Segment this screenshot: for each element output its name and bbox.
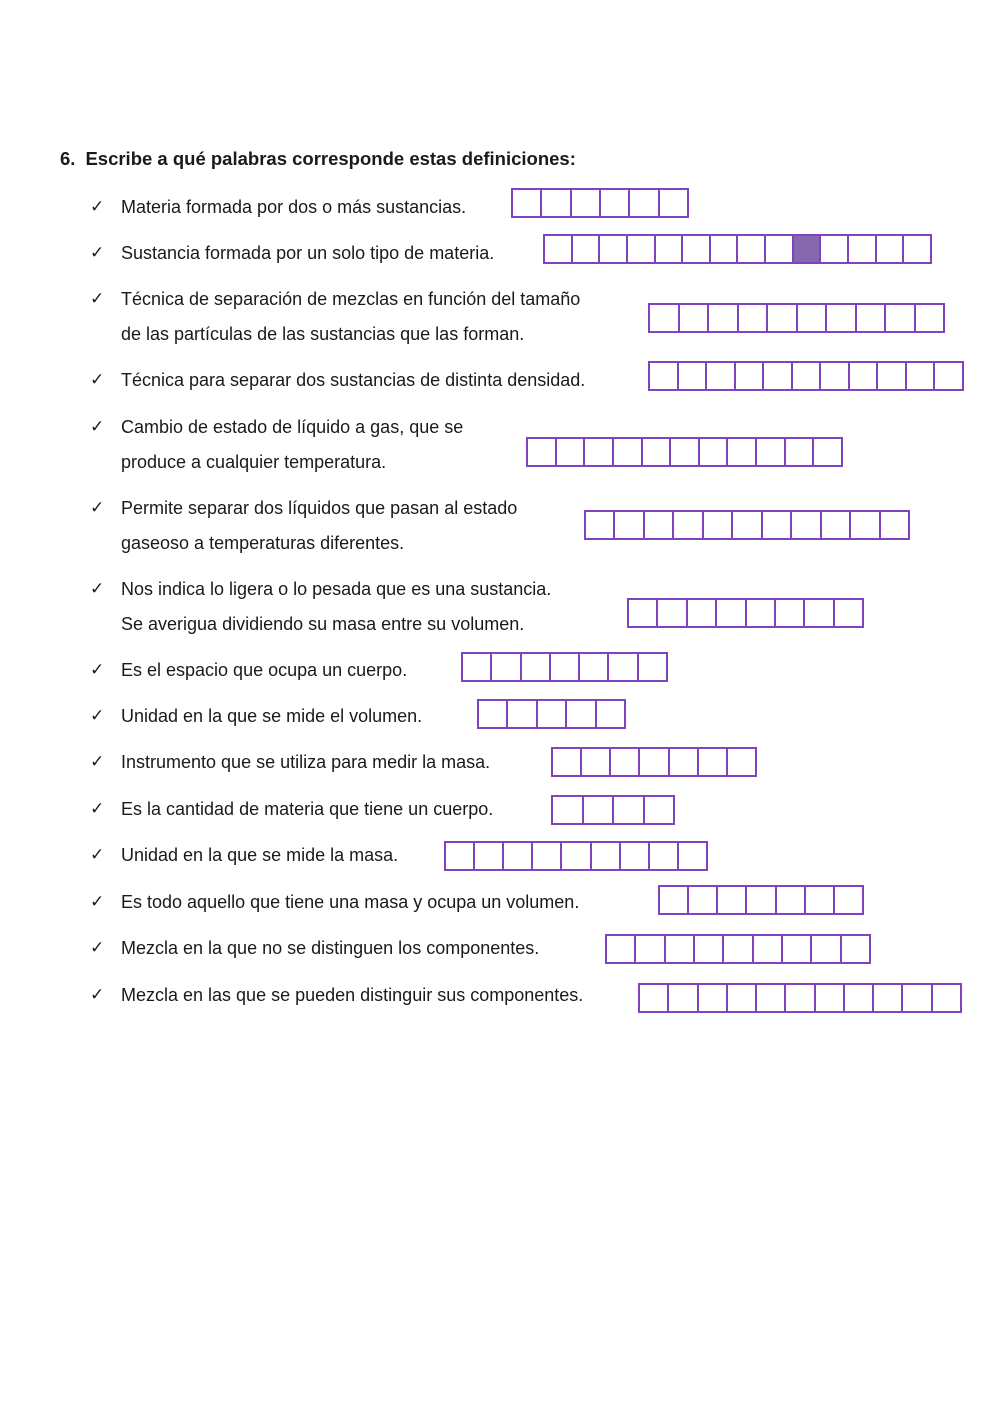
checkmark-icon: ✓ <box>90 660 105 679</box>
letter-cell[interactable] <box>903 985 932 1011</box>
letter-cell[interactable] <box>628 236 656 262</box>
letter-cell[interactable] <box>711 236 739 262</box>
letter-cell[interactable] <box>582 749 611 775</box>
letter-cell[interactable] <box>650 363 679 389</box>
letter-cell[interactable] <box>739 305 769 331</box>
letter-cell[interactable] <box>671 439 700 465</box>
letter-cell[interactable] <box>688 600 717 626</box>
letter-cell[interactable] <box>886 305 916 331</box>
letter-cell[interactable] <box>935 363 962 389</box>
letter-cell[interactable] <box>851 512 880 538</box>
letter-cell[interactable] <box>904 236 930 262</box>
letter-cell[interactable] <box>607 936 636 962</box>
letter-cell[interactable] <box>821 236 849 262</box>
letter-cell[interactable] <box>842 936 869 962</box>
letter-cell[interactable] <box>479 701 508 727</box>
letter-cell[interactable] <box>545 236 573 262</box>
letter-cell[interactable] <box>786 439 815 465</box>
answer-boxes <box>658 885 864 915</box>
letter-cell[interactable] <box>586 512 615 538</box>
letter-cell[interactable] <box>666 936 695 962</box>
letter-cell[interactable] <box>806 887 835 913</box>
checkmark-icon: ✓ <box>90 892 105 911</box>
letter-cell[interactable] <box>658 600 687 626</box>
letter-cell[interactable] <box>805 600 834 626</box>
checkmark-icon: ✓ <box>90 289 105 308</box>
letter-cell[interactable] <box>639 654 666 680</box>
letter-cell[interactable] <box>792 512 821 538</box>
letter-cell[interactable] <box>747 887 776 913</box>
letter-cell[interactable] <box>849 236 877 262</box>
letter-cell[interactable] <box>580 654 609 680</box>
letter-cell[interactable] <box>674 512 703 538</box>
letter-cell[interactable] <box>614 439 643 465</box>
exercise-instruction: Escribe a qué palabras corresponde estas definiciones: <box>85 148 576 169</box>
letter-cell[interactable] <box>816 985 845 1011</box>
checkmark-icon: ✓ <box>90 845 105 864</box>
definition-text: Nos indica lo ligera o lo pesada que es una sustancia. <box>121 579 552 599</box>
letter-cell[interactable] <box>650 843 679 869</box>
letter-cell[interactable] <box>513 190 542 216</box>
letter-cell[interactable] <box>636 936 665 962</box>
letter-cell[interactable] <box>643 439 672 465</box>
letter-cell[interactable] <box>728 749 755 775</box>
definition-text: Es la cantidad de materia que tiene un cuerpo. <box>121 799 494 819</box>
letter-cell[interactable] <box>757 439 786 465</box>
letter-cell[interactable] <box>754 936 783 962</box>
letter-cell[interactable] <box>562 843 591 869</box>
letter-cell[interactable] <box>728 985 757 1011</box>
letter-cell[interactable] <box>640 749 669 775</box>
letter-cell[interactable] <box>601 190 630 216</box>
definition-text: gaseoso a temperaturas diferentes. <box>121 533 405 553</box>
letter-cell[interactable] <box>630 190 659 216</box>
letter-cell[interactable] <box>907 363 936 389</box>
letter-cell[interactable] <box>850 363 879 389</box>
letter-cell[interactable] <box>776 600 805 626</box>
answer-boxes <box>526 437 843 467</box>
definition-text: de las partículas de las sustancias que las forman. <box>121 324 525 344</box>
answer-boxes <box>638 983 962 1013</box>
checkmark-icon: ✓ <box>90 938 105 957</box>
letter-cell[interactable] <box>695 936 724 962</box>
answer-boxes <box>627 598 864 628</box>
letter-cell[interactable] <box>878 363 907 389</box>
checkmark-icon: ✓ <box>90 417 105 436</box>
definition-text: Mezcla en la que no se distinguen los componentes. <box>121 938 540 958</box>
letter-cell[interactable] <box>446 843 475 869</box>
letter-cell[interactable] <box>533 843 562 869</box>
letter-cell[interactable] <box>874 985 903 1011</box>
letter-cell[interactable] <box>794 236 822 262</box>
answer-boxes <box>584 510 910 540</box>
checkmark-icon: ✓ <box>90 579 105 598</box>
letter-cell[interactable] <box>611 749 640 775</box>
definition-text: Técnica para separar dos sustancias de distinta densidad. <box>121 370 586 390</box>
letter-cell[interactable] <box>724 936 753 962</box>
answer-boxes <box>461 652 668 682</box>
letter-cell[interactable] <box>615 512 644 538</box>
definition-text: Instrumento que se utiliza para medir la masa. <box>121 752 491 772</box>
letter-cell[interactable] <box>700 439 729 465</box>
letter-cell[interactable] <box>699 749 728 775</box>
letter-cell[interactable] <box>822 512 851 538</box>
letter-cell[interactable] <box>877 236 905 262</box>
letter-cell[interactable] <box>614 797 645 823</box>
checkmark-icon: ✓ <box>90 498 105 517</box>
letter-cell[interactable] <box>768 305 798 331</box>
letter-cell[interactable] <box>645 797 674 823</box>
letter-cell[interactable] <box>835 600 862 626</box>
letter-cell[interactable] <box>528 439 557 465</box>
definition-text: Unidad en la que se mide el volumen. <box>121 706 423 726</box>
definition-text: Cambio de estado de líquido a gas, que se <box>121 417 464 437</box>
definition-text: Se averigua dividiendo su masa entre su volumen. <box>121 614 525 634</box>
letter-cell[interactable] <box>621 843 650 869</box>
letter-cell[interactable] <box>757 985 786 1011</box>
letter-cell[interactable] <box>812 936 841 962</box>
letter-cell[interactable] <box>821 363 850 389</box>
letter-cell[interactable] <box>764 363 793 389</box>
letter-cell[interactable] <box>786 985 815 1011</box>
letter-cell[interactable] <box>680 305 710 331</box>
checkmark-icon: ✓ <box>90 370 105 389</box>
letter-cell[interactable] <box>585 439 614 465</box>
letter-cell[interactable] <box>650 305 680 331</box>
letter-cell[interactable] <box>670 749 699 775</box>
letter-cell[interactable] <box>835 887 862 913</box>
letter-cell[interactable] <box>783 936 812 962</box>
letter-cell[interactable] <box>522 654 551 680</box>
letter-cell[interactable] <box>597 701 624 727</box>
exercise-number: 6. <box>60 148 76 169</box>
answer-boxes <box>551 747 757 777</box>
answer-boxes <box>477 699 626 729</box>
answer-boxes <box>444 841 708 871</box>
letter-cell[interactable] <box>463 654 492 680</box>
letter-cell[interactable] <box>798 305 828 331</box>
checkmark-icon: ✓ <box>90 197 105 216</box>
letter-cell[interactable] <box>733 512 762 538</box>
letter-cell[interactable] <box>508 701 537 727</box>
letter-cell[interactable] <box>814 439 841 465</box>
letter-cell[interactable] <box>689 887 718 913</box>
answer-boxes <box>648 303 945 333</box>
letter-cell[interactable] <box>660 190 687 216</box>
letter-cell[interactable] <box>592 843 621 869</box>
letter-cell[interactable] <box>709 305 739 331</box>
letter-cell[interactable] <box>717 600 746 626</box>
letter-cell[interactable] <box>553 749 582 775</box>
letter-cell[interactable] <box>827 305 857 331</box>
definition-text: Unidad en la que se mide la masa. <box>121 845 399 865</box>
checkmark-icon: ✓ <box>90 706 105 725</box>
letter-cell[interactable] <box>538 701 567 727</box>
letter-cell[interactable] <box>609 654 638 680</box>
letter-cell[interactable] <box>492 654 521 680</box>
letter-cell[interactable] <box>763 512 792 538</box>
letter-cell[interactable] <box>572 190 601 216</box>
letter-cell[interactable] <box>683 236 711 262</box>
definition-text: Materia formada por dos o más sustancias. <box>121 197 467 217</box>
letter-cell[interactable] <box>747 600 776 626</box>
letter-cell[interactable] <box>640 985 669 1011</box>
letter-cell[interactable] <box>857 305 887 331</box>
letter-cell[interactable] <box>584 797 615 823</box>
letter-cell[interactable] <box>504 843 533 869</box>
letter-cell[interactable] <box>645 512 674 538</box>
definition-text: Mezcla en las que se pueden distinguir sus componentes. <box>121 985 584 1005</box>
exercise-title <box>60 148 576 170</box>
letter-cell[interactable] <box>542 190 571 216</box>
letter-cell[interactable] <box>699 985 728 1011</box>
answer-boxes <box>543 234 932 264</box>
letter-cell[interactable] <box>573 236 601 262</box>
letter-cell[interactable] <box>629 600 658 626</box>
letter-cell[interactable] <box>777 887 806 913</box>
letter-cell[interactable] <box>669 985 698 1011</box>
definition-text: Permite separar dos líquidos que pasan al estado <box>121 498 518 518</box>
letter-cell[interactable] <box>736 363 765 389</box>
answer-boxes <box>605 934 871 964</box>
letter-cell[interactable] <box>660 887 689 913</box>
definition-text: produce a cualquier temperatura. <box>121 452 387 472</box>
checkmark-icon: ✓ <box>90 752 105 771</box>
checkmark-icon: ✓ <box>90 243 105 262</box>
letter-cell[interactable] <box>600 236 628 262</box>
definition-text: Es todo aquello que tiene una masa y ocupa un volumen. <box>121 892 580 912</box>
letter-cell[interactable] <box>679 843 706 869</box>
letter-cell[interactable] <box>557 439 586 465</box>
answer-boxes <box>648 361 964 391</box>
letter-cell[interactable] <box>845 985 874 1011</box>
letter-cell[interactable] <box>551 654 580 680</box>
answer-boxes <box>511 188 689 218</box>
letter-cell[interactable] <box>933 985 960 1011</box>
checkmark-icon: ✓ <box>90 985 105 1004</box>
letter-cell[interactable] <box>567 701 596 727</box>
letter-cell[interactable] <box>704 512 733 538</box>
answer-boxes <box>551 795 675 825</box>
letter-cell[interactable] <box>679 363 708 389</box>
letter-cell[interactable] <box>553 797 584 823</box>
letter-cell[interactable] <box>718 887 747 913</box>
letter-cell[interactable] <box>916 305 944 331</box>
letter-cell[interactable] <box>738 236 766 262</box>
definition-text: Es el espacio que ocupa un cuerpo. <box>121 660 408 680</box>
letter-cell[interactable] <box>728 439 757 465</box>
letter-cell[interactable] <box>656 236 684 262</box>
definition-text: Técnica de separación de mezclas en función del tamaño <box>121 289 581 309</box>
definition-text: Sustancia formada por un solo tipo de materia. <box>121 243 495 263</box>
letter-cell[interactable] <box>881 512 908 538</box>
letter-cell[interactable] <box>707 363 736 389</box>
checkmark-icon: ✓ <box>90 799 105 818</box>
letter-cell[interactable] <box>793 363 822 389</box>
letter-cell[interactable] <box>766 236 794 262</box>
letter-cell[interactable] <box>475 843 504 869</box>
